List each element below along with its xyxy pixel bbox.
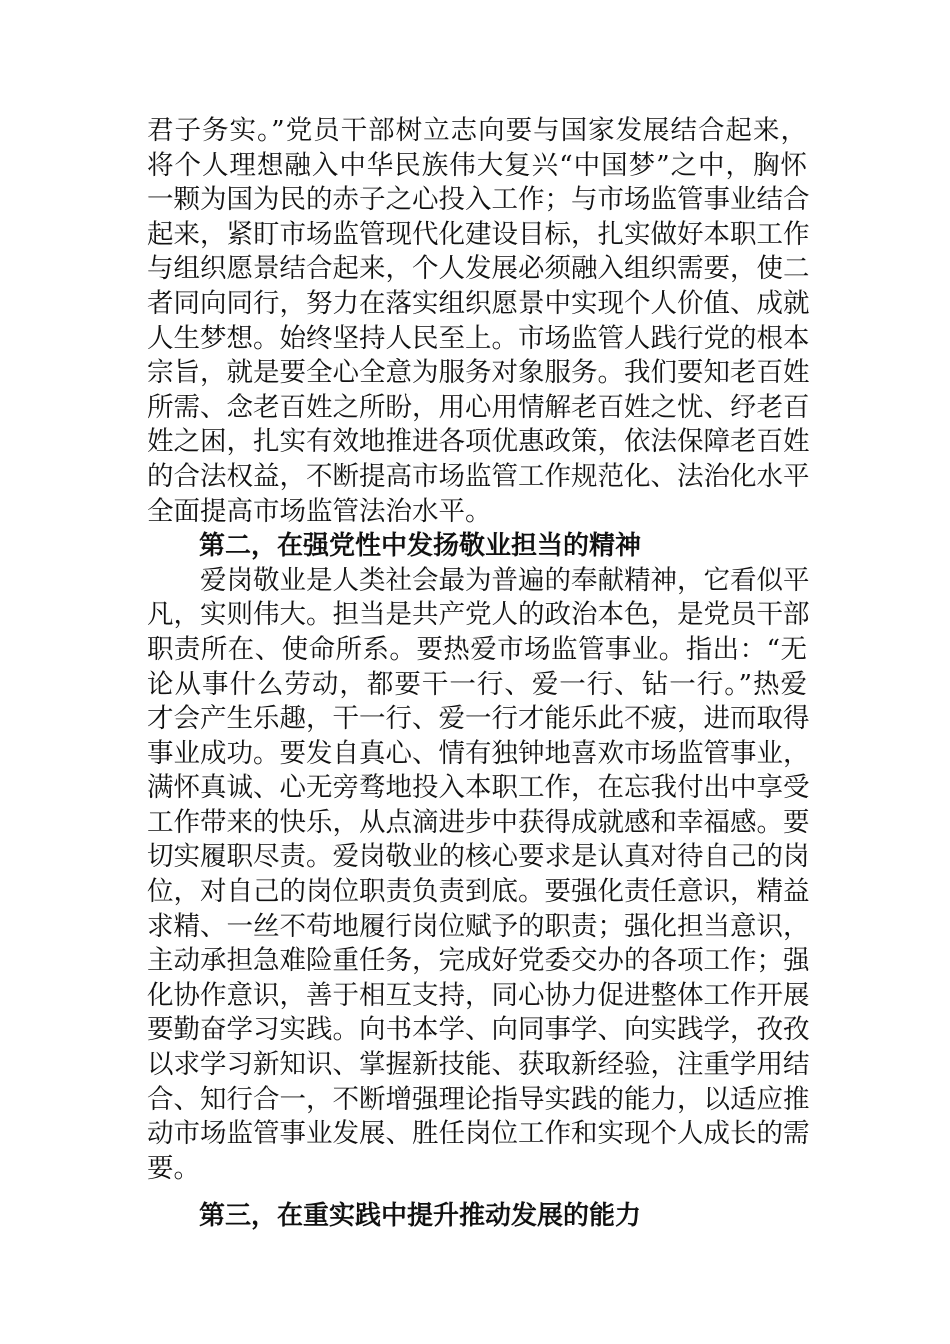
- text-line: 起来，紧盯市场监管现代化建设目标，扎实做好本职工作: [147, 218, 810, 250]
- text-line: 主动承担急难险重任务，完成好党委交办的各项工作；强: [147, 945, 810, 977]
- text-line: 求精、一丝不苟地履行岗位赋予的职责；强化担当意识，: [147, 910, 810, 942]
- text-line: 所需、念老百姓之所盼，用心用情解老百姓之忧、纾老百: [147, 391, 810, 423]
- text-line: 君子务实。”党员干部树立志向要与国家发展结合起来，: [147, 115, 807, 146]
- text-line: 爱岗敬业是人类社会最为普遍的奉献精神，它看似平: [147, 564, 810, 596]
- document-page: [147, 114, 810, 1234]
- text-line: 位，对自己的岗位职责负责到底。要强化责任意识，精益: [147, 876, 810, 908]
- text-line: 才会产生乐趣，干一行、爱一行才能乐此不疲，进而取得: [147, 703, 810, 735]
- text-line: 论从事什么劳动，都要干一行、爱一行、钻一行。”热爱: [147, 668, 807, 700]
- paragraph-2: [147, 564, 810, 1187]
- text-line: 全面提高市场监管法治水平。: [147, 495, 492, 527]
- text-line: 满怀真诚、心无旁骛地投入本职工作，在忘我付出中享受: [147, 772, 810, 804]
- paragraph-1: [147, 114, 810, 529]
- text-line: 化协作意识，善于相互支持，同心协力促进整体工作开展: [147, 979, 810, 1011]
- text-line: 一颗为国为民的赤子之心投入工作；与市场监管事业结合: [147, 184, 810, 216]
- text-line: 凡，实则伟大。担当是共产党人的政治本色，是党员干部: [147, 599, 810, 631]
- spacer: [147, 1186, 807, 1199]
- text-line: 事业成功。要发自真心、情有独钟地喜欢市场监管事业，: [147, 737, 810, 769]
- section-heading-2: 第二，在强党性中发扬敬业担当的精神: [199, 531, 642, 562]
- section-heading-3: 第三，在重实践中提升推动发展的能力: [199, 1201, 642, 1232]
- text-line: 要勤奋学习实践。向书本学、向同事学、向实践学，孜孜: [147, 1014, 810, 1046]
- text-line: 将个人理想融入中华民族伟大复兴“中国梦”之中，胸怀: [147, 149, 807, 181]
- text-line: 工作带来的快乐，从点滴进步中获得成就感和幸福感。要: [147, 806, 810, 838]
- text-line: 合、知行合一，不断增强理论指导实践的能力，以适应推: [147, 1083, 810, 1115]
- text-line: 者同向同行，努力在落实组织愿景中实现个人价值、成就: [147, 287, 810, 319]
- text-line: 职责所在、使命所系。要热爱市场监管事业。指出：“无: [147, 633, 807, 665]
- text-line: 姓之困，扎实有效地推进各项优惠政策，依法保障老百姓: [147, 426, 810, 458]
- text-line: 要。: [147, 1152, 200, 1184]
- text-line: 人生梦想。始终坚持人民至上。市场监管人践行党的根本: [147, 322, 810, 354]
- text-line: 切实履职尽责。爱岗敬业的核心要求是认真对待自己的岗: [147, 841, 810, 873]
- text-line: 动市场监管事业发展、胜任岗位工作和实现个人成长的需: [147, 1118, 810, 1150]
- text-line: 的合法权益，不断提高市场监管工作规范化、法治化水平: [147, 460, 810, 492]
- text-line: 与组织愿景结合起来，个人发展必须融入组织需要，使二: [147, 253, 810, 285]
- text-line: 以求学习新知识、掌握新技能、获取新经验，注重学用结: [147, 1049, 810, 1081]
- text-line: 宗旨，就是要全心全意为服务对象服务。我们要知老百姓: [147, 357, 810, 389]
